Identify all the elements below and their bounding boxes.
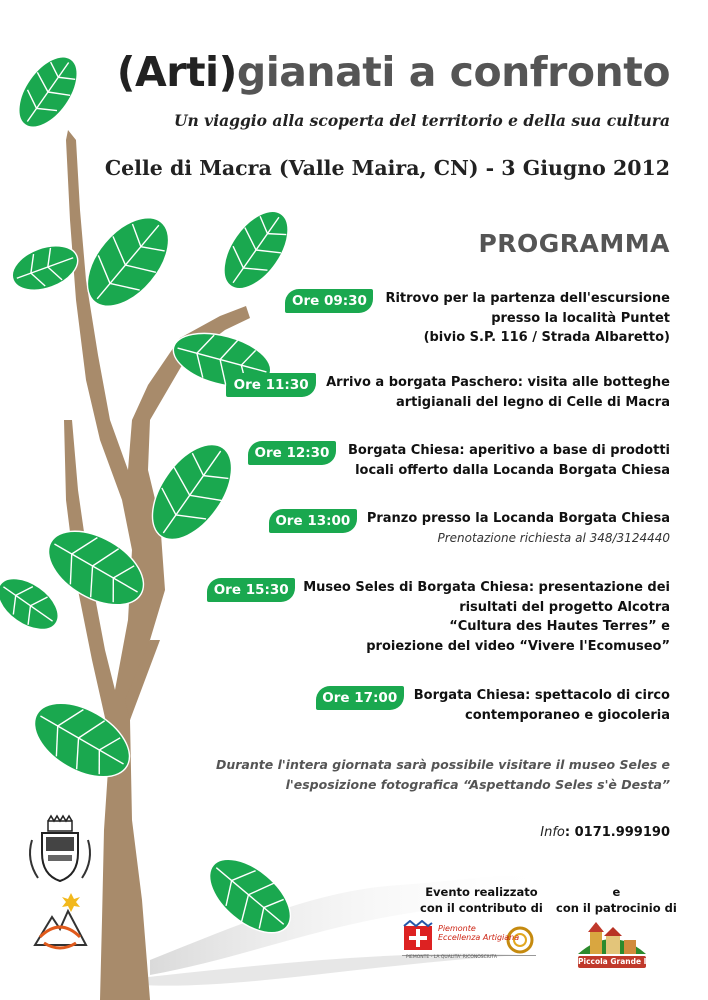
- event-description: [367, 509, 670, 548]
- event-line: locali offerto dalla Locanda Borgata Chiesa: [355, 462, 670, 478]
- credit-contributo: [420, 884, 543, 916]
- info-phone: : 0171.999190: [564, 825, 670, 840]
- poster-subtitle: Un viaggio alla scoperta del territorio e della sua cultura: [174, 111, 670, 130]
- reservation-note: Prenotazione richiesta al 348/3124440: [437, 530, 670, 545]
- program-event: [233, 373, 670, 412]
- credit-line: con il patrocinio di: [556, 901, 677, 915]
- info-label: Info: [540, 825, 565, 840]
- programma-heading: PROGRAMMA: [478, 229, 670, 258]
- program-event: [322, 686, 670, 725]
- event-place-date: Celle di Macra (Valle Maira, CN) - 3 Giugno 2012: [104, 156, 670, 180]
- leaf: [0, 568, 67, 640]
- time-badge: Ore 11:30: [226, 373, 316, 397]
- event-line: “Cultura des Hautes Terres” e: [449, 619, 670, 634]
- piccola-grande-italia-logo: [572, 914, 666, 972]
- event-line: presso la località Puntet: [491, 310, 670, 326]
- leaf: [7, 47, 89, 138]
- event-line: Borgata Chiesa: aperitivo a base di prodotti: [347, 443, 670, 458]
- event-description: [414, 686, 670, 725]
- poster-title: [117, 48, 670, 96]
- closing-line: l'esposizione fotografica “Aspettando Seles s'è Desta”: [285, 776, 670, 792]
- event-line: Arrivo a borgata Paschero: visita alle botteghe: [326, 375, 670, 390]
- credit-patrocinio: [556, 884, 677, 916]
- time-badge: Ore 09:30: [285, 289, 373, 313]
- time-badge: Ore 12:30: [248, 441, 336, 465]
- credit-line: Evento realizzato: [425, 885, 538, 899]
- event-line: Borgata Chiesa: spettacolo di circo: [413, 688, 670, 703]
- program-event: [254, 441, 670, 480]
- program-event: [291, 289, 670, 348]
- event-description: [385, 289, 670, 348]
- title-prefix: (Arti): [116, 48, 237, 96]
- title-main: gianati a confronto: [236, 48, 670, 96]
- piemonte-eccellenza-logo: [402, 920, 536, 962]
- event-line: Ritrovo per la partenza dell'escursione: [385, 291, 670, 306]
- closing-note: [216, 755, 670, 794]
- event-description: [326, 373, 670, 412]
- time-badge: Ore 15:30: [207, 578, 295, 602]
- time-badge: Ore 13:00: [269, 509, 357, 533]
- closing-line: Durante l'intera giornata sarà possibile visitare il museo Seles e: [215, 757, 670, 772]
- event-line: Museo Seles di Borgata Chiesa: presentazione dei: [303, 580, 670, 595]
- event-line: proiezione del video “Vivere l'Ecomuseo”: [366, 638, 670, 654]
- event-description: [348, 441, 670, 480]
- event-line: risultati del progetto Alcotra: [459, 599, 670, 615]
- event-line: (bivio S.P. 116 / Strada Albaretto): [423, 330, 670, 345]
- program-event: [275, 509, 670, 548]
- logo-text: Eccellenza Artigiana: [438, 933, 520, 942]
- event-line: contemporaneo e giocoleria: [464, 707, 670, 723]
- logo-text: Piemonte: [438, 924, 476, 933]
- time-badge: Ore 17:00: [316, 686, 404, 710]
- logo-text: Piccola Grande Italia: [578, 957, 666, 966]
- event-line: artigianali del legno di Celle di Macra: [395, 394, 670, 410]
- event-description: [303, 578, 670, 656]
- info-contact: [540, 825, 670, 840]
- logo-small-text: PIEMONTE - LA QUALITA' RICONOSCIUTA: [406, 955, 497, 960]
- municipal-crest-icon: [30, 816, 90, 881]
- mountain-logo-icon: [35, 893, 86, 948]
- program-event: [213, 578, 670, 656]
- event-line: Pranzo presso la Locanda Borgata Chiesa: [366, 511, 670, 526]
- credit-line: e: [612, 885, 621, 899]
- credit-line: con il contributo di: [420, 901, 543, 915]
- leaf: [211, 200, 301, 300]
